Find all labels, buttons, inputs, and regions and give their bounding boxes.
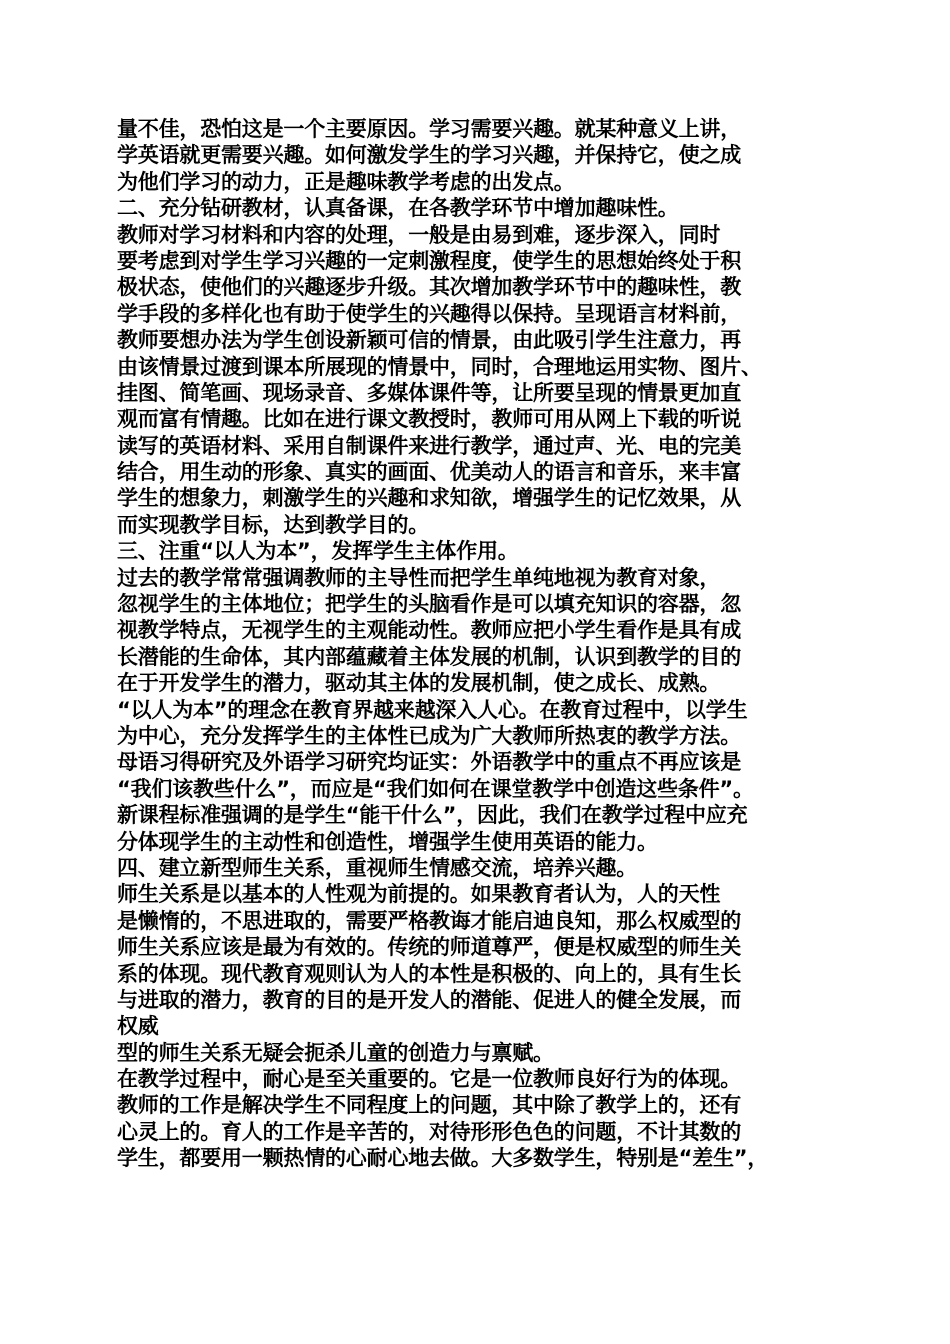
text-line: 由该情景过渡到课本所展现的情景中，同时，合理地运用实物、图片、 <box>117 354 762 379</box>
text-line: 学英语就更需要兴趣。如何激发学生的学习兴趣，并保持它，使之成 <box>117 143 741 168</box>
text-line: 教师对学习材料和内容的处理，一般是由易到难，逐步深入，同时 <box>117 222 721 247</box>
text-line: 长潜能的生命体，其内部蕴藏着主体发展的机制，认识到教学的目的 <box>117 644 741 669</box>
section-heading-3: 三、注重“以人为本”，发挥学生主体作用。 <box>117 539 519 564</box>
text-line: 视教学特点，无视学生的主观能动性。教师应把小学生看作是具有成 <box>117 618 741 643</box>
text-line: 师生关系应该是最为有效的。传统的师道尊严，便是权威型的师生关 <box>117 935 741 960</box>
text-line: 为中心，充分发挥学生的主体性已成为广大教师所热衷的教学方法。 <box>117 723 741 748</box>
text-line: “以人为本”的理念在教育界越来越深入人心。在教育过程中，以学生 <box>117 697 748 722</box>
text-line: 教师的工作是解决学生不同程度上的问题，其中除了教学上的，还有 <box>117 1093 741 1118</box>
text-line: 新课程标准强调的是学生“能干什么”，因此，我们在教学过程中应充 <box>117 803 748 828</box>
text-line: 型的师生关系无疑会扼杀儿童的创造力与禀赋。 <box>117 1040 554 1065</box>
text-line: 学手段的多样化也有助于使学生的兴趣得以保持。呈现语言材料前， <box>117 301 741 326</box>
text-line: “我们该教些什么”，而应是“我们如何在课堂教学中创造这些条件”。 <box>117 776 754 801</box>
text-line: 而实现教学目标，达到教学目的。 <box>117 512 429 537</box>
text-line: 心灵上的。育人的工作是辛苦的，对待形形色色的问题，不计其数的 <box>117 1119 741 1144</box>
text-line: 是懒惰的，不思进取的，需要严格教诲才能启迪良知，那么权威型的 <box>117 908 741 933</box>
text-line: 挂图、简笔画、现场录音、多媒体课件等，让所要呈现的情景更加直 <box>117 380 741 405</box>
text-line: 量不佳，恐怕这是一个主要原因。学习需要兴趣。就某种意义上讲， <box>117 117 741 141</box>
text-line: 极状态，使他们的兴趣逐步升级。其次增加教学环节中的趣味性，教 <box>117 275 741 300</box>
text-line: 师生关系是以基本的人性观为前提的。如果教育者认为，人的天性 <box>117 882 721 907</box>
text-line: 与进取的潜力，教育的目的是开发人的潜能、促进人的健全发展，而 <box>117 987 741 1012</box>
text-line: 学生的想象力，刺激学生的兴趣和求知欲，增强学生的记忆效果，从 <box>117 486 741 511</box>
text-line: 学生，都要用一颗热情的心耐心地去做。大多数学生，特别是“差生”， <box>117 1146 769 1171</box>
text-line: 读写的英语材料、采用自制课件来进行教学，通过声、光、电的完美 <box>117 433 741 458</box>
section-heading-4: 四、建立新型师生关系，重视师生情感交流，培养兴趣。 <box>117 855 637 880</box>
text-line: 结合，用生动的形象、真实的画面、优美动人的语言和音乐，来丰富 <box>117 460 741 485</box>
body-text <box>117 116 857 1172</box>
text-line: 母语习得研究及外语学习研究均证实：外语教学中的重点不再应该是 <box>117 750 741 775</box>
text-line: 在教学过程中，耐心是至关重要的。它是一位教师良好行为的体现。 <box>117 1067 741 1092</box>
section-heading-2: 二、充分钻研教材，认真备课，在各教学环节中增加趣味性。 <box>117 196 679 221</box>
text-line: 在于开发学生的潜力，驱动其主体的发展机制，使之成长、成熟。 <box>117 671 721 696</box>
text-line: 权威 <box>117 1014 159 1039</box>
text-line: 系的体现。现代教育观则认为人的本性是积极的、向上的，具有生长 <box>117 961 741 986</box>
text-line: 忽视学生的主体地位；把学生的头脑看作是可以填充知识的容器，忽 <box>117 592 741 617</box>
text-line: 为他们学习的动力，正是趣味教学考虑的出发点。 <box>117 169 575 194</box>
text-line: 要考虑到对学生学习兴趣的一定刺激程度，使学生的思想始终处于积 <box>117 248 741 273</box>
text-line: 分体现学生的主动性和创造性，增强学生使用英语的能力。 <box>117 829 658 854</box>
text-line: 过去的教学常常强调教师的主导性而把学生单纯地视为教育对象， <box>117 565 721 590</box>
text-line: 教师要想办法为学生创设新颖可信的情景，由此吸引学生注意力，再 <box>117 328 741 353</box>
text-line: 观而富有情趣。比如在进行课文教授时，教师可用从网上下载的听说 <box>117 407 741 432</box>
